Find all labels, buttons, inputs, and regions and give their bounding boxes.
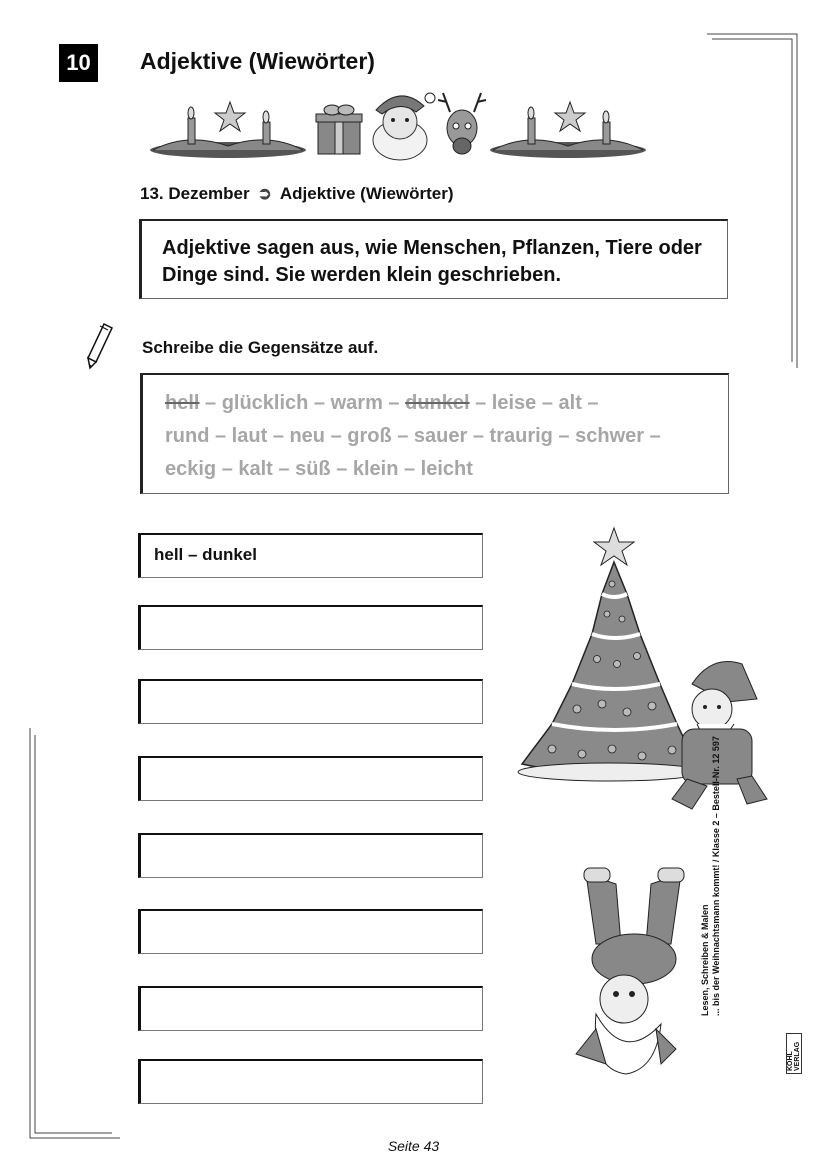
publisher-logo: KOHL VERLAG (786, 1033, 802, 1074)
page-footer: Seite 43 (387, 1138, 440, 1154)
santa-face-icon (373, 93, 435, 160)
answer-box[interactable] (138, 1059, 483, 1104)
rule-box: Adjektive sagen aus, wie Menschen, Pflanzen, Tiere oder Dinge sind. Sie werden klein geschrieben. (139, 219, 728, 299)
reindeer-icon (438, 93, 486, 154)
answer-box[interactable] (138, 756, 483, 801)
date-label: 13. Dezember (140, 184, 250, 203)
answer-box[interactable] (138, 909, 483, 954)
date-heading (140, 184, 454, 204)
word-struck: hell (165, 392, 200, 414)
word-text: – glücklich – warm – (199, 392, 406, 414)
topic-label: Adjektive (Wiewörter) (279, 184, 454, 203)
word-bank-line-3: eckig – kalt – süß – klein – leicht (165, 458, 473, 480)
gift-icon (316, 105, 362, 154)
answer-box[interactable] (138, 986, 483, 1031)
side-imprint: Lesen, Schreiben & Malen ... bis der Weihnachtsmann kommt! / Klasse 2 – Bestell-Nr. 12 597 (700, 736, 721, 1016)
answer-box[interactable] (138, 833, 483, 878)
pencil-icon (86, 322, 116, 370)
word-bank-line-1 (165, 387, 706, 420)
santa-handstand-icon (576, 868, 684, 1074)
word-bank-line-2: rund – laut – neu – groß – sauer – traurig – schwer – (165, 425, 661, 447)
word-struck: dunkel (405, 392, 470, 414)
answer-box-example: hell – dunkel (138, 533, 483, 578)
candle-garland-icon (150, 102, 306, 158)
santa-handstand-illustration (566, 864, 696, 1079)
answer-box[interactable] (138, 679, 483, 724)
arrow-icon: ➲ (257, 184, 272, 203)
christmas-tree-illustration (512, 524, 777, 819)
task-instruction: Schreibe die Gegensätze auf. (142, 338, 379, 357)
candle-garland-icon (490, 102, 646, 158)
christmas-tree-icon (518, 528, 702, 781)
word-bank (140, 373, 729, 494)
christmas-decoration-strip (148, 88, 648, 163)
word-text: – leise – alt – (469, 392, 599, 414)
page-number-badge: 10 (59, 44, 98, 82)
page-title: Adjektive (Wiewörter) (140, 48, 375, 74)
answer-box[interactable] (138, 605, 483, 650)
